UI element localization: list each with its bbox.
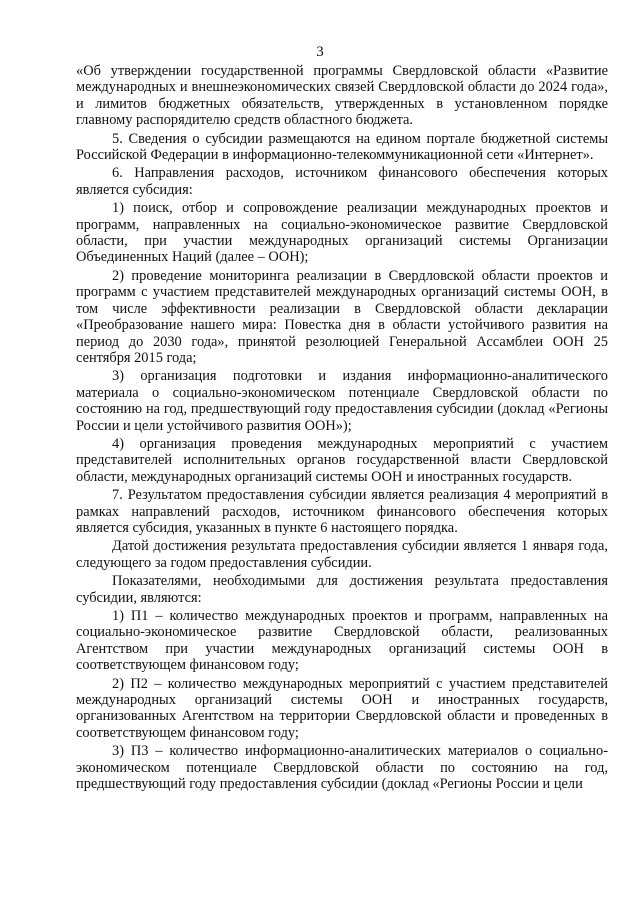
document-body	[76, 63, 608, 792]
paragraph: «Об утверждении государственной программы Свердловской области «Развитие международных и внешнеэкономических связей Свердловской области до 2024 года», и лимитов бюджетных обязательств, утвержденных в установленном порядке главному распорядителю средств областного бюджета.	[76, 63, 608, 129]
paragraph: 5. Сведения о субсидии размещаются на едином портале бюджетной системы Российской Федерации в информационно-телекоммуникационной сети «Интернет».	[76, 130, 608, 164]
paragraph: Датой достижения результата предоставления субсидии является 1 января года, следующего за годом предоставления субсидии.	[76, 538, 608, 571]
paragraph: 3) организация подготовки и издания информационно-аналитического материала о социально-экономическом потенциале Свердловской области по состоянию на год, предшествующий году предоставления субсидии (доклад «Регионы России и цели устойчивого развития ООН»);	[76, 368, 608, 434]
paragraph: 2) П2 – количество международных мероприятий с участием представителей международных организаций системы ООН и иностранных государств, организованных Агентством на территории Свердловской области и проведенных в соответствующем финансовом году;	[76, 675, 608, 741]
paragraph: 6. Направления расходов, источником финансового обеспечения которых является субсидия:	[76, 165, 608, 198]
paragraph: 7. Результатом предоставления субсидии является реализация 4 мероприятий в рамках направлений расходов, источником финансового обеспечения которых является субсидия, указанных в пункте 6 настоящего порядка.	[76, 487, 608, 536]
paragraph: 4) организация проведения международных мероприятий с участием представителей исполнительных органов государственной власти Свердловской области, международных организаций системы ООН и иностранных государств.	[76, 435, 608, 485]
paragraph: Показателями, необходимыми для достижения результата предоставления субсидии, являются:	[76, 573, 608, 606]
paragraph: 1) поиск, отбор и сопровождение реализации международных проектов и программ, направленных на социально-экономическое развитие Свердловской области, при участии международных организаций системы Организации Объединенных Наций (далее – ООН);	[76, 200, 608, 266]
paragraph: 3) П3 – количество информационно-аналитических материалов о социально-экономическом потенциале Свердловской области по состоянию на год, предшествующий году предоставления субсидии (доклад «Регионы России и цели	[76, 743, 608, 793]
paragraph: 1) П1 – количество международных проектов и программ, направленных на социально-экономическое развитие Свердловской области, реализованных Агентством при участии международных организаций системы ООН в соответствующем финансовом году;	[76, 608, 608, 674]
paragraph: 2) проведение мониторинга реализации в Свердловской области проектов и программ с участием представителей международных организаций системы ООН, в том числе эффективности реализации в Свердловской области декларации «Преобразование нашего мира: Повестка дня в области устойчивого развития на период до 2030 года», принятой резолюцией Генеральной Ассамблеи ООН 25 сентября 2015 года;	[76, 267, 608, 366]
page-number: 3	[316, 44, 324, 60]
